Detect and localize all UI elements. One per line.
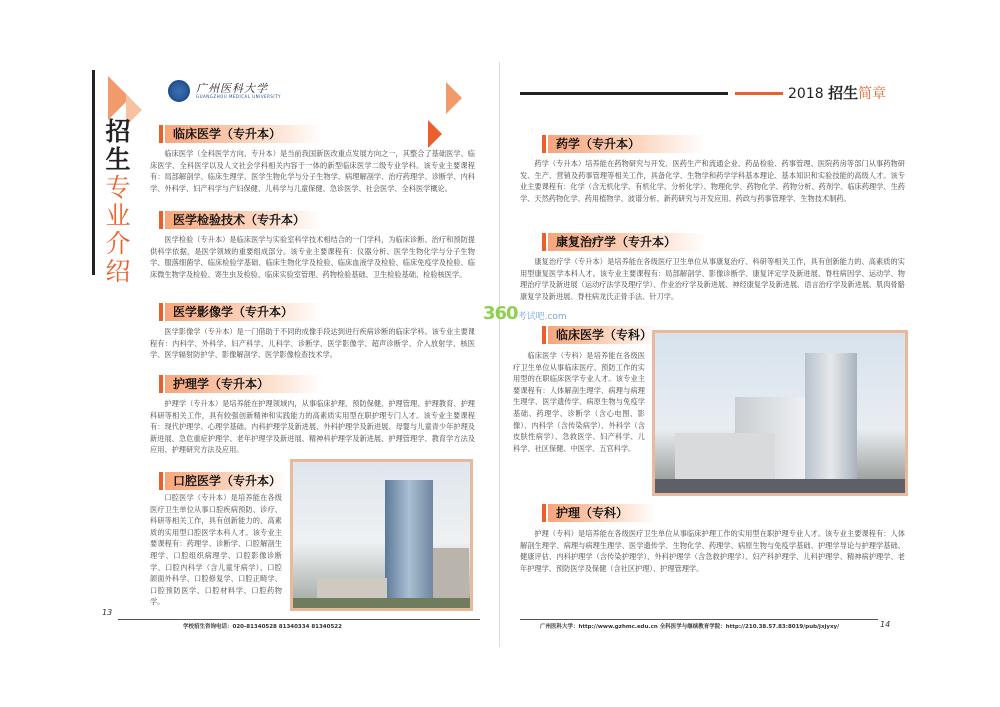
vertical-title bbox=[104, 118, 132, 286]
vertical-title-char: 介 bbox=[105, 229, 131, 258]
section-text: 医学影像学（专升本）是一门借助于不同的成像手段达到进行疾病诊断的临床学科。该专业主要课程有：内科学、外科学、妇产科学、儿科学、诊断学、医学影像学、超声诊断学、介入放射学、核医学、医学辐射防护学、影像解剖学、医学影像检查技术学。 bbox=[150, 327, 475, 360]
section-title: 临床医学（专科） bbox=[548, 326, 658, 344]
footer-contact: 学校招生咨询电话：020-81340528 81340334 81340522 bbox=[183, 624, 342, 630]
header-rule bbox=[520, 92, 728, 95]
section-title: 医学检验技术（专升本） bbox=[165, 211, 323, 229]
footer-rule bbox=[520, 619, 878, 620]
footer-rule bbox=[118, 619, 480, 620]
section-title: 康复治疗学（专升本） bbox=[548, 233, 706, 251]
section-text: 医学检验（专升本）是临床医学与实验室科学技术相结合的一门学科，为临床诊断、治疗和预防提供科学依据，是医学领域的重要组成部分。该专业主要课程有：仪器分析、医学生物化学与分子生物学、服落细菌学、临床检验学基础、临床生物化学及检验、临床血液学及检验、临床免疫学及检验、临床微生物学及检验、寄生虫及检验、临床实验室管理、药物检验基础、卫生检验基础、检验核医学。 bbox=[150, 235, 475, 279]
vertical-title-char: 生 bbox=[105, 145, 131, 174]
photo-ground bbox=[655, 479, 905, 493]
hospital-building-photo bbox=[652, 330, 908, 496]
brochure-title bbox=[788, 82, 886, 103]
watermark-sub: .com bbox=[544, 312, 567, 322]
vertical-bar bbox=[92, 70, 95, 275]
photo-tower bbox=[385, 480, 433, 608]
section-title: 护理（专科） bbox=[548, 504, 656, 522]
page-number: 13 bbox=[102, 608, 113, 617]
section-text: 药学（专升本）培养能在药物研究与开发、医药生产和流通企业、药品检验、药事管理、医院药房等部门从事药物研发、生产、营销及药事管理等相关工作，具备化学、生物学和药学学科基本理论、基本知识和实验技能的高级人才。该专业主要课程有：化学（含无机化学、有机化学、分析化学）、物理化学、药物化学、药物分析、药剂学、临床药理学、生药学、天然药物化学、药用植物学、波谱分析、新药研究与开发应用、药政与药事管理学、生物技术制药。 bbox=[520, 159, 905, 203]
vertical-title-char: 招 bbox=[105, 117, 131, 146]
vertical-title-char: 业 bbox=[105, 201, 131, 230]
section-text: 临床医学（专科）是培养能在各级医疗卫生单位从事临床医疗、预防工作的实用型的在职临床医学专业人才。该专业主要课程有：人体解剖生理学、病理与病理生理学、医学遗传学、病原生物与免疫学基础、药理学、诊断学（含心电图、影像）、内科学（含传染病学）、外科学（含皮肤性病学）、急救医学、妇产科学、儿科学、社区保健、中医学、五官科学。 bbox=[513, 351, 645, 453]
photo-ground bbox=[293, 598, 473, 608]
section-text: 护理（专科）是培养能在各级医疗卫生单位从事临床护理工作的实用型在职护理专业人才。该专业主要课程有：人体解剖生理学、病理与病理生理学、医学遗传学、生物化学、药理学、病原生物与免疫学基础、护理学导论与护理学基础、健康评估、内科护理学（含传染护理学）、外科护理学（含急救护理学）、妇产科护理学、儿科护理学、精神病护理学、老年护理学、预防医学及保健（含社区护理）、护理管理学。 bbox=[520, 529, 905, 573]
footer-links: 广州医科大学：http://www.gzhmc.edu.cn 全科医学与继续教育学院：http://210.38.57.83:8019/pub/jxjyxy/ bbox=[540, 624, 840, 630]
brochure-sub: 简章 bbox=[858, 86, 887, 102]
section-title: 药学（专升本） bbox=[548, 135, 706, 153]
university-logo bbox=[168, 80, 281, 102]
brochure-year: 2018 bbox=[788, 86, 824, 102]
section-text: 口腔医学（专升本）是培养能在各级医疗卫生单位从事口腔疾病预防、诊疗、科研等相关工作，具有创新能力的、高素质的实用型口腔医学本科人才。该专业主要课程有：药理学、诊断学、口腔解剖生理学、口腔组织病理学、口腔影像诊断学、口腔内科学（含儿童牙病学）、口腔颌面外科学、口腔修复学、口腔正畸学、口腔预防医学、口腔材料学、口腔药物学。 bbox=[150, 493, 282, 607]
header-rule-accent bbox=[735, 92, 783, 95]
page-spine bbox=[499, 62, 500, 647]
section-text: 临床医学（全科医学方向、专升本）是当前我国新医改重点发展方向之一，其整合了基础医学、临床医学、全科医学以及人文社会学科相关内容于一体的新型临床医学二级专业学科。该专业主要课程有：局部解剖学、临床生理学、医学生物化学与分子生物学、病理解剖学、治疗药理学、诊断学、内科学、外科学、妇产科学与产妇保健、儿科学与儿童保健、急诊医学、社会医学、全科医学概论。 bbox=[150, 149, 475, 193]
brochure-main: 招生 bbox=[828, 84, 859, 102]
watermark-text: 考试吧 bbox=[517, 312, 545, 322]
section-title: 护理学（专升本） bbox=[165, 375, 323, 393]
university-seal-icon bbox=[168, 80, 190, 102]
watermark-logo bbox=[483, 303, 567, 324]
chevron-decoration bbox=[446, 82, 462, 114]
section-title: 口腔医学（专升本） bbox=[165, 472, 288, 490]
section-title: 医学影像学（专升本） bbox=[165, 303, 323, 321]
logo-name: 广州医科大学 bbox=[196, 82, 268, 95]
section-text: 康复治疗学（专升本）是培养能在各级医疗卫生单位从事康复治疗、科研等相关工作，具有创新能力的、高素质的实用型康复医学本科人才。该专业主要课程有：局部解剖学、影像诊断学、康复评定学及新进展、脊柱病因学、运动学、物理治疗学及新进展（运动疗法学及理疗学）、作业治疗学及新进展、神经康复学及新进展、语言治疗学及新进展、肌肉骨骼康复学及新进展、脊柱病龙氏正骨手法、针刀学。 bbox=[520, 257, 905, 301]
vertical-title-char: 专 bbox=[105, 173, 131, 202]
section-text: 护理学（专升本）是培养能在护理领域内，从事临床护理、预防保健、护理管理、护理教育、护理科研等相关工作，具有较强创新精神和实践能力的高素质实用型在职护理专门人才。该专业主要课程有：现代护理学、心理学基础、内科护理学及新进展、外科护理学及新进展、母婴与儿童青少年护理及新进展、急危重症护理学、老年护理学及新进展、精神科护理学及新进展、护理管理学、教育学方法及应用、护理研究方法及应用。 bbox=[150, 399, 475, 455]
section-title: 临床医学（专升本） bbox=[165, 125, 323, 143]
campus-building-photo bbox=[290, 459, 473, 611]
chevron-decoration bbox=[428, 120, 442, 148]
photo-tower bbox=[805, 353, 857, 493]
page-number: 14 bbox=[880, 620, 891, 629]
logo-subtitle: GUANGZHOU MEDICAL UNIVERSITY bbox=[196, 94, 281, 99]
watermark-number: 360 bbox=[483, 303, 518, 324]
vertical-title-char: 绍 bbox=[105, 257, 131, 286]
